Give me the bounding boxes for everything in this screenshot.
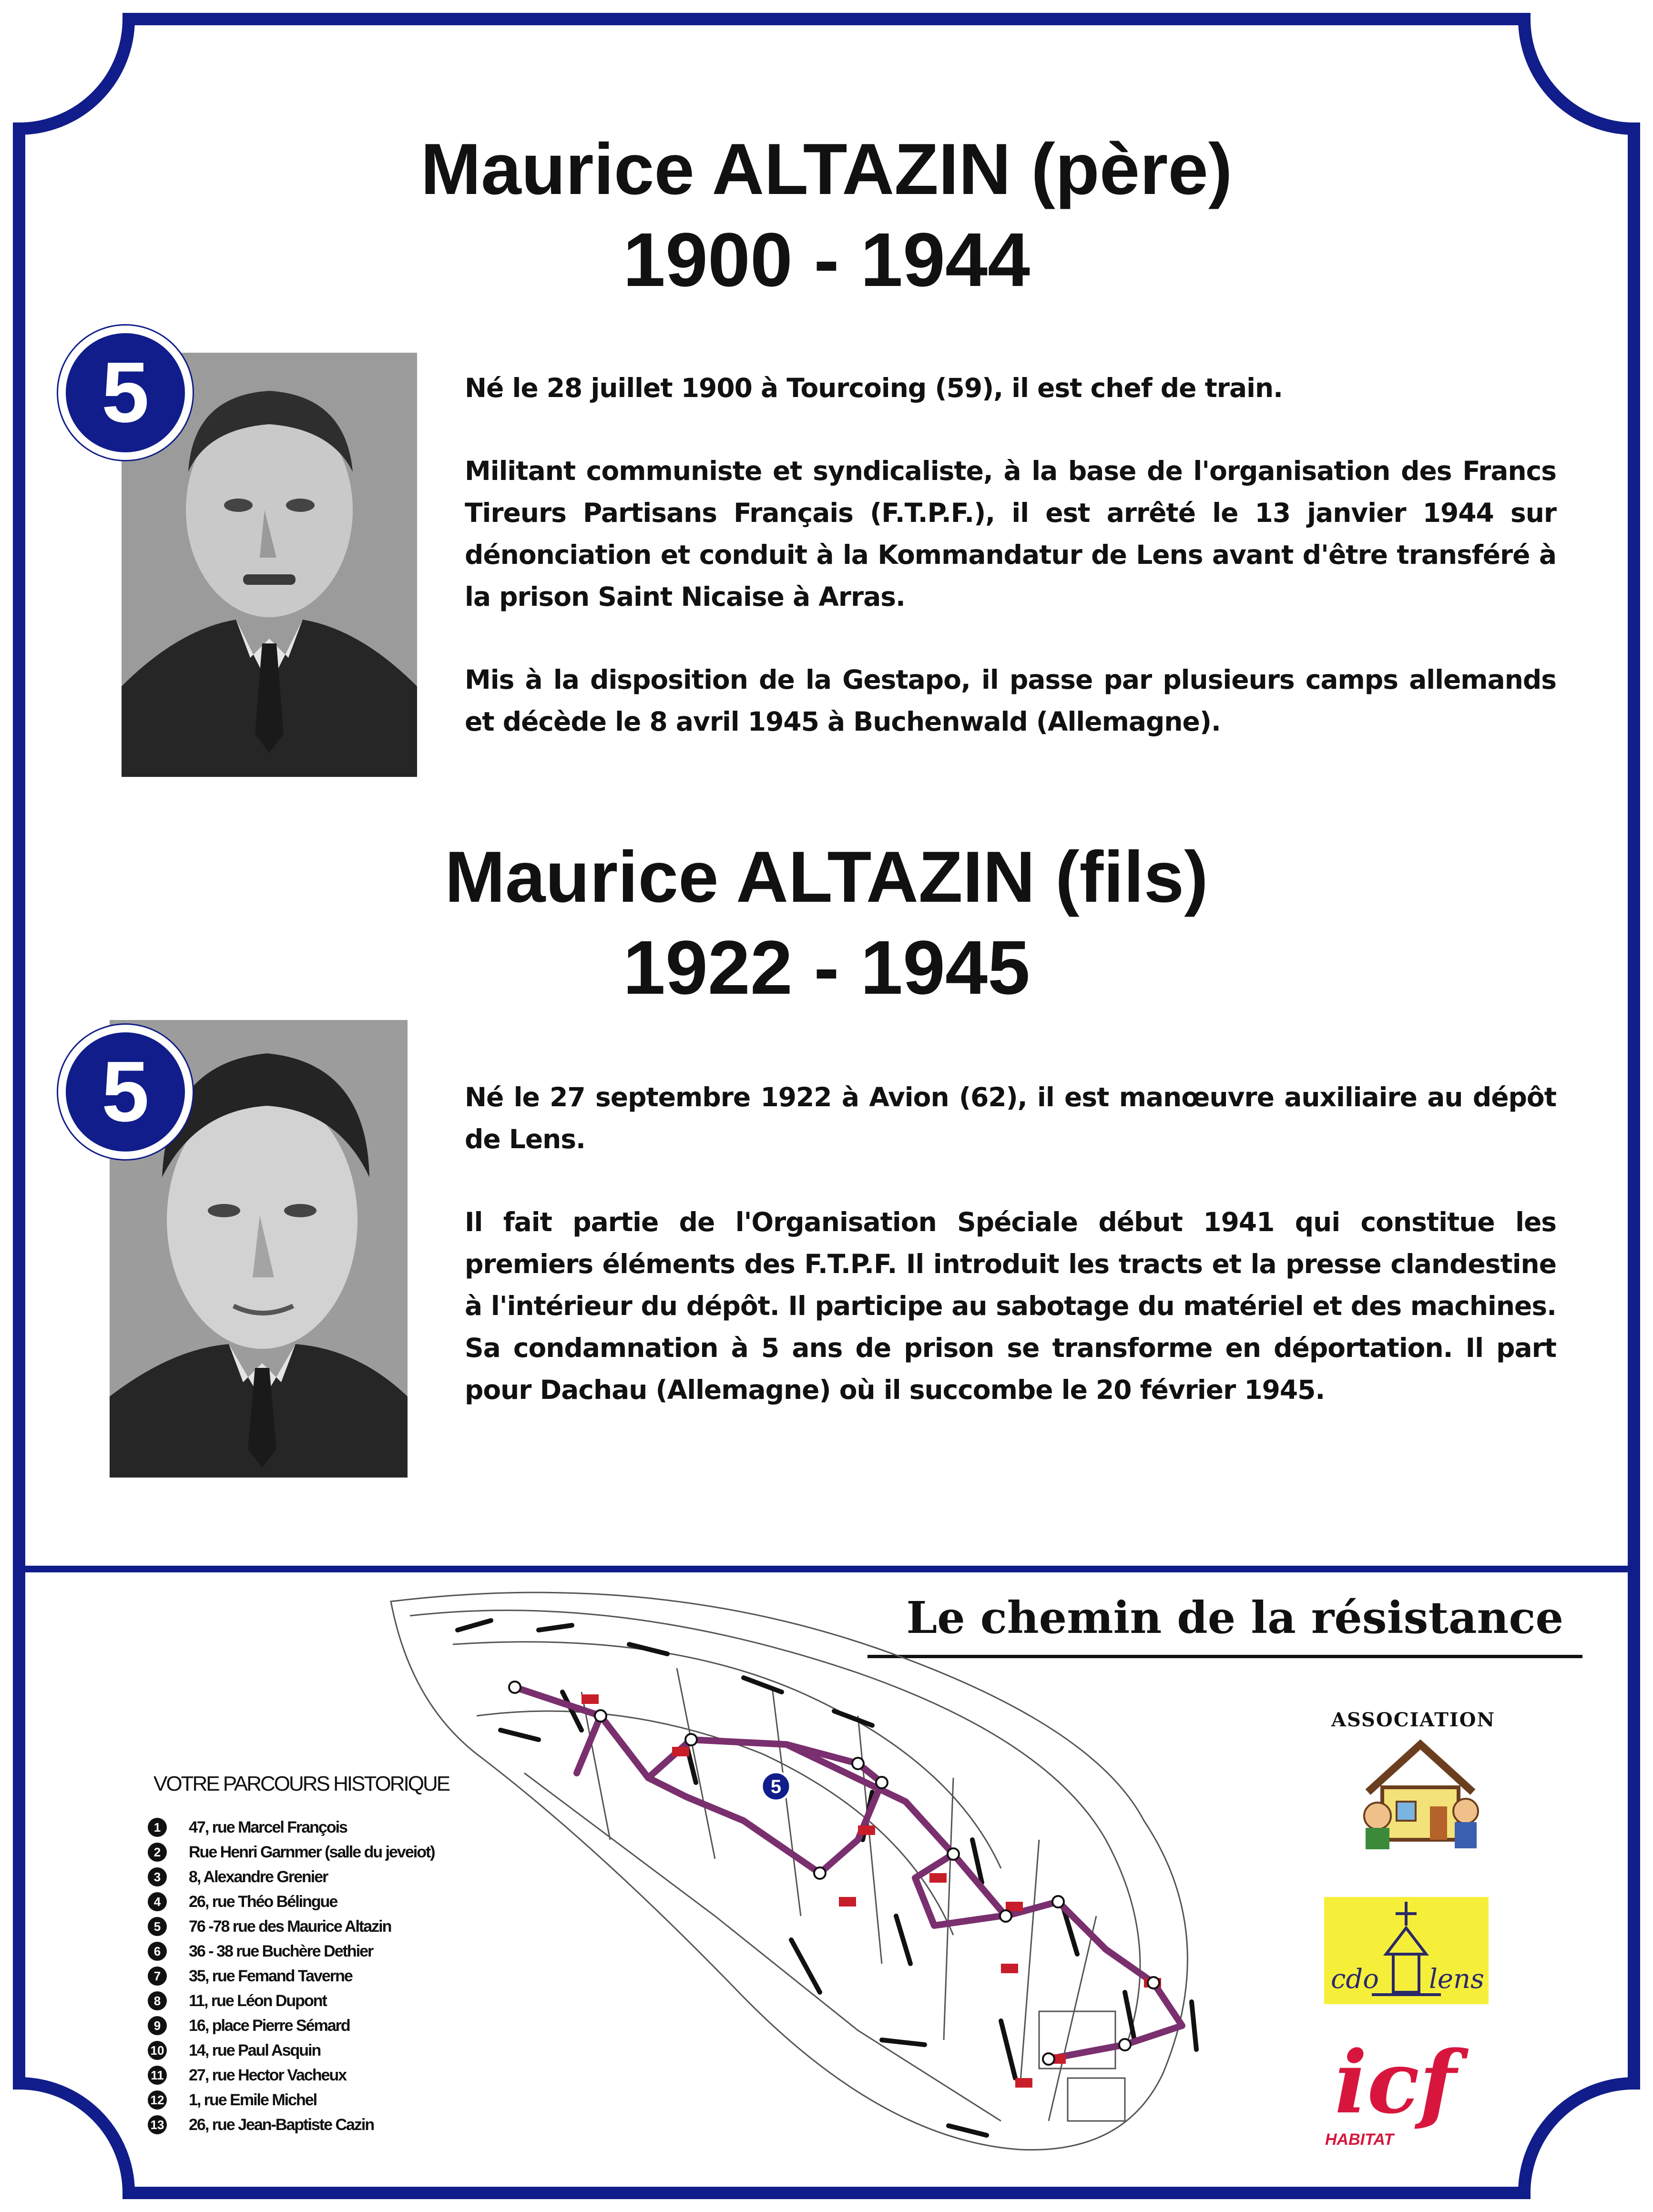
legend-title: VOTRE PARCOURS HISTORIQUE: [153, 1772, 449, 1795]
association-label: ASSOCIATION: [1331, 1709, 1496, 1731]
legend-item: 13 26, rue Jean-Baptiste Cazin: [148, 2112, 577, 2137]
person1-dates: 1900 - 1944: [622, 217, 1031, 302]
legend-item: 8 11, rue Léon Dupont: [148, 1988, 577, 2013]
person2-map-badge: 5: [58, 1025, 193, 1159]
legend-item: 9 16, place Pierre Sémard: [148, 2013, 577, 2038]
legend-item: 1 47, rue Marcel François: [148, 1815, 577, 1840]
lens-text: lens: [1429, 1964, 1484, 1995]
legend-item: 6 36 - 38 rue Buchère Dethier: [148, 1939, 577, 1964]
cdo-text: cdo: [1331, 1964, 1379, 1995]
section-divider: [19, 1566, 1634, 1572]
legend-item: 11 27, rue Hector Vacheux: [148, 2063, 577, 2088]
cdo-lens-logo: [1324, 1897, 1489, 2004]
person2-dates: 1922 - 1945: [622, 925, 1031, 1010]
habitat-text: HABITAT: [1325, 2130, 1394, 2149]
person1-map-badge: 5: [58, 326, 193, 460]
legend-item: 3 8, Alexandre Grenier: [148, 1865, 577, 1889]
person1-bio-paragraph: Mis à la disposition de la Gestapo, il passe par plusieurs camps allemands et décède le 8 avril 1945 à Buchenwald (Allemagne).: [465, 664, 1556, 737]
map-marker-5: 5: [770, 1776, 782, 1797]
icf-text: icf: [1335, 2032, 1457, 2133]
legend-item: 2 Rue Henri Garnmer (salle du jeveiot): [148, 1840, 577, 1865]
legend-item: 12 1, rue Emile Michel: [148, 2088, 577, 2112]
person1-biography: [465, 367, 1556, 784]
legend-item: 5 76 -78 rue des Maurice Altazin: [148, 1914, 577, 1939]
icf-habitat-logo: [1325, 2032, 1492, 2154]
legend-item: 10 14, rue Paul Asquin: [148, 2038, 577, 2063]
route-heading: Le chemin de la résistance: [906, 1592, 1563, 1643]
person1-name: Maurice ALTAZIN (père): [420, 129, 1233, 210]
person2-biography: [465, 1076, 1556, 1452]
person1-bio-paragraph: Militant communiste et syndicaliste, à la base de l'organisation des Francs Tireurs Partisans Français (F.T.P.F.), il est arrêté le 13 janvier 1944 sur dénonciation et conduit à la Kommandatur de Lens avant d'être transféré à la prison Saint Nicaise à Arras.: [465, 456, 1556, 612]
legend-item: 4 26, rue Théo Bélingue: [148, 1889, 577, 1914]
association-house-logo: [1349, 1730, 1492, 1859]
person2-bio-paragraph: Il fait partie de l'Organisation Spéciale début 1941 qui constitue les premiers éléments des F.T.P.F. Il introduit les tracts et la presse clandestine à l'intérieur du dépôt. Il participe au sabotage du matériel et des machines. Sa condamnation à 5 ans de prison se transforme en déportation. Il part pour Dachau (Allemagne) où il succombe le 20 février 1945.: [465, 1207, 1556, 1405]
legend-item: 7 35, rue Femand Taverne: [148, 1964, 577, 1988]
person2-bio-paragraph: Né le 27 septembre 1922 à Avion (62), il est manœuvre auxiliaire au dépôt de Lens.: [465, 1082, 1556, 1154]
person2-name: Maurice ALTAZIN (fils): [445, 836, 1208, 917]
route-map: [381, 1573, 1311, 2169]
person1-bio-paragraph: Né le 28 juillet 1900 à Tourcoing (59), il est chef de train.: [465, 373, 1283, 403]
